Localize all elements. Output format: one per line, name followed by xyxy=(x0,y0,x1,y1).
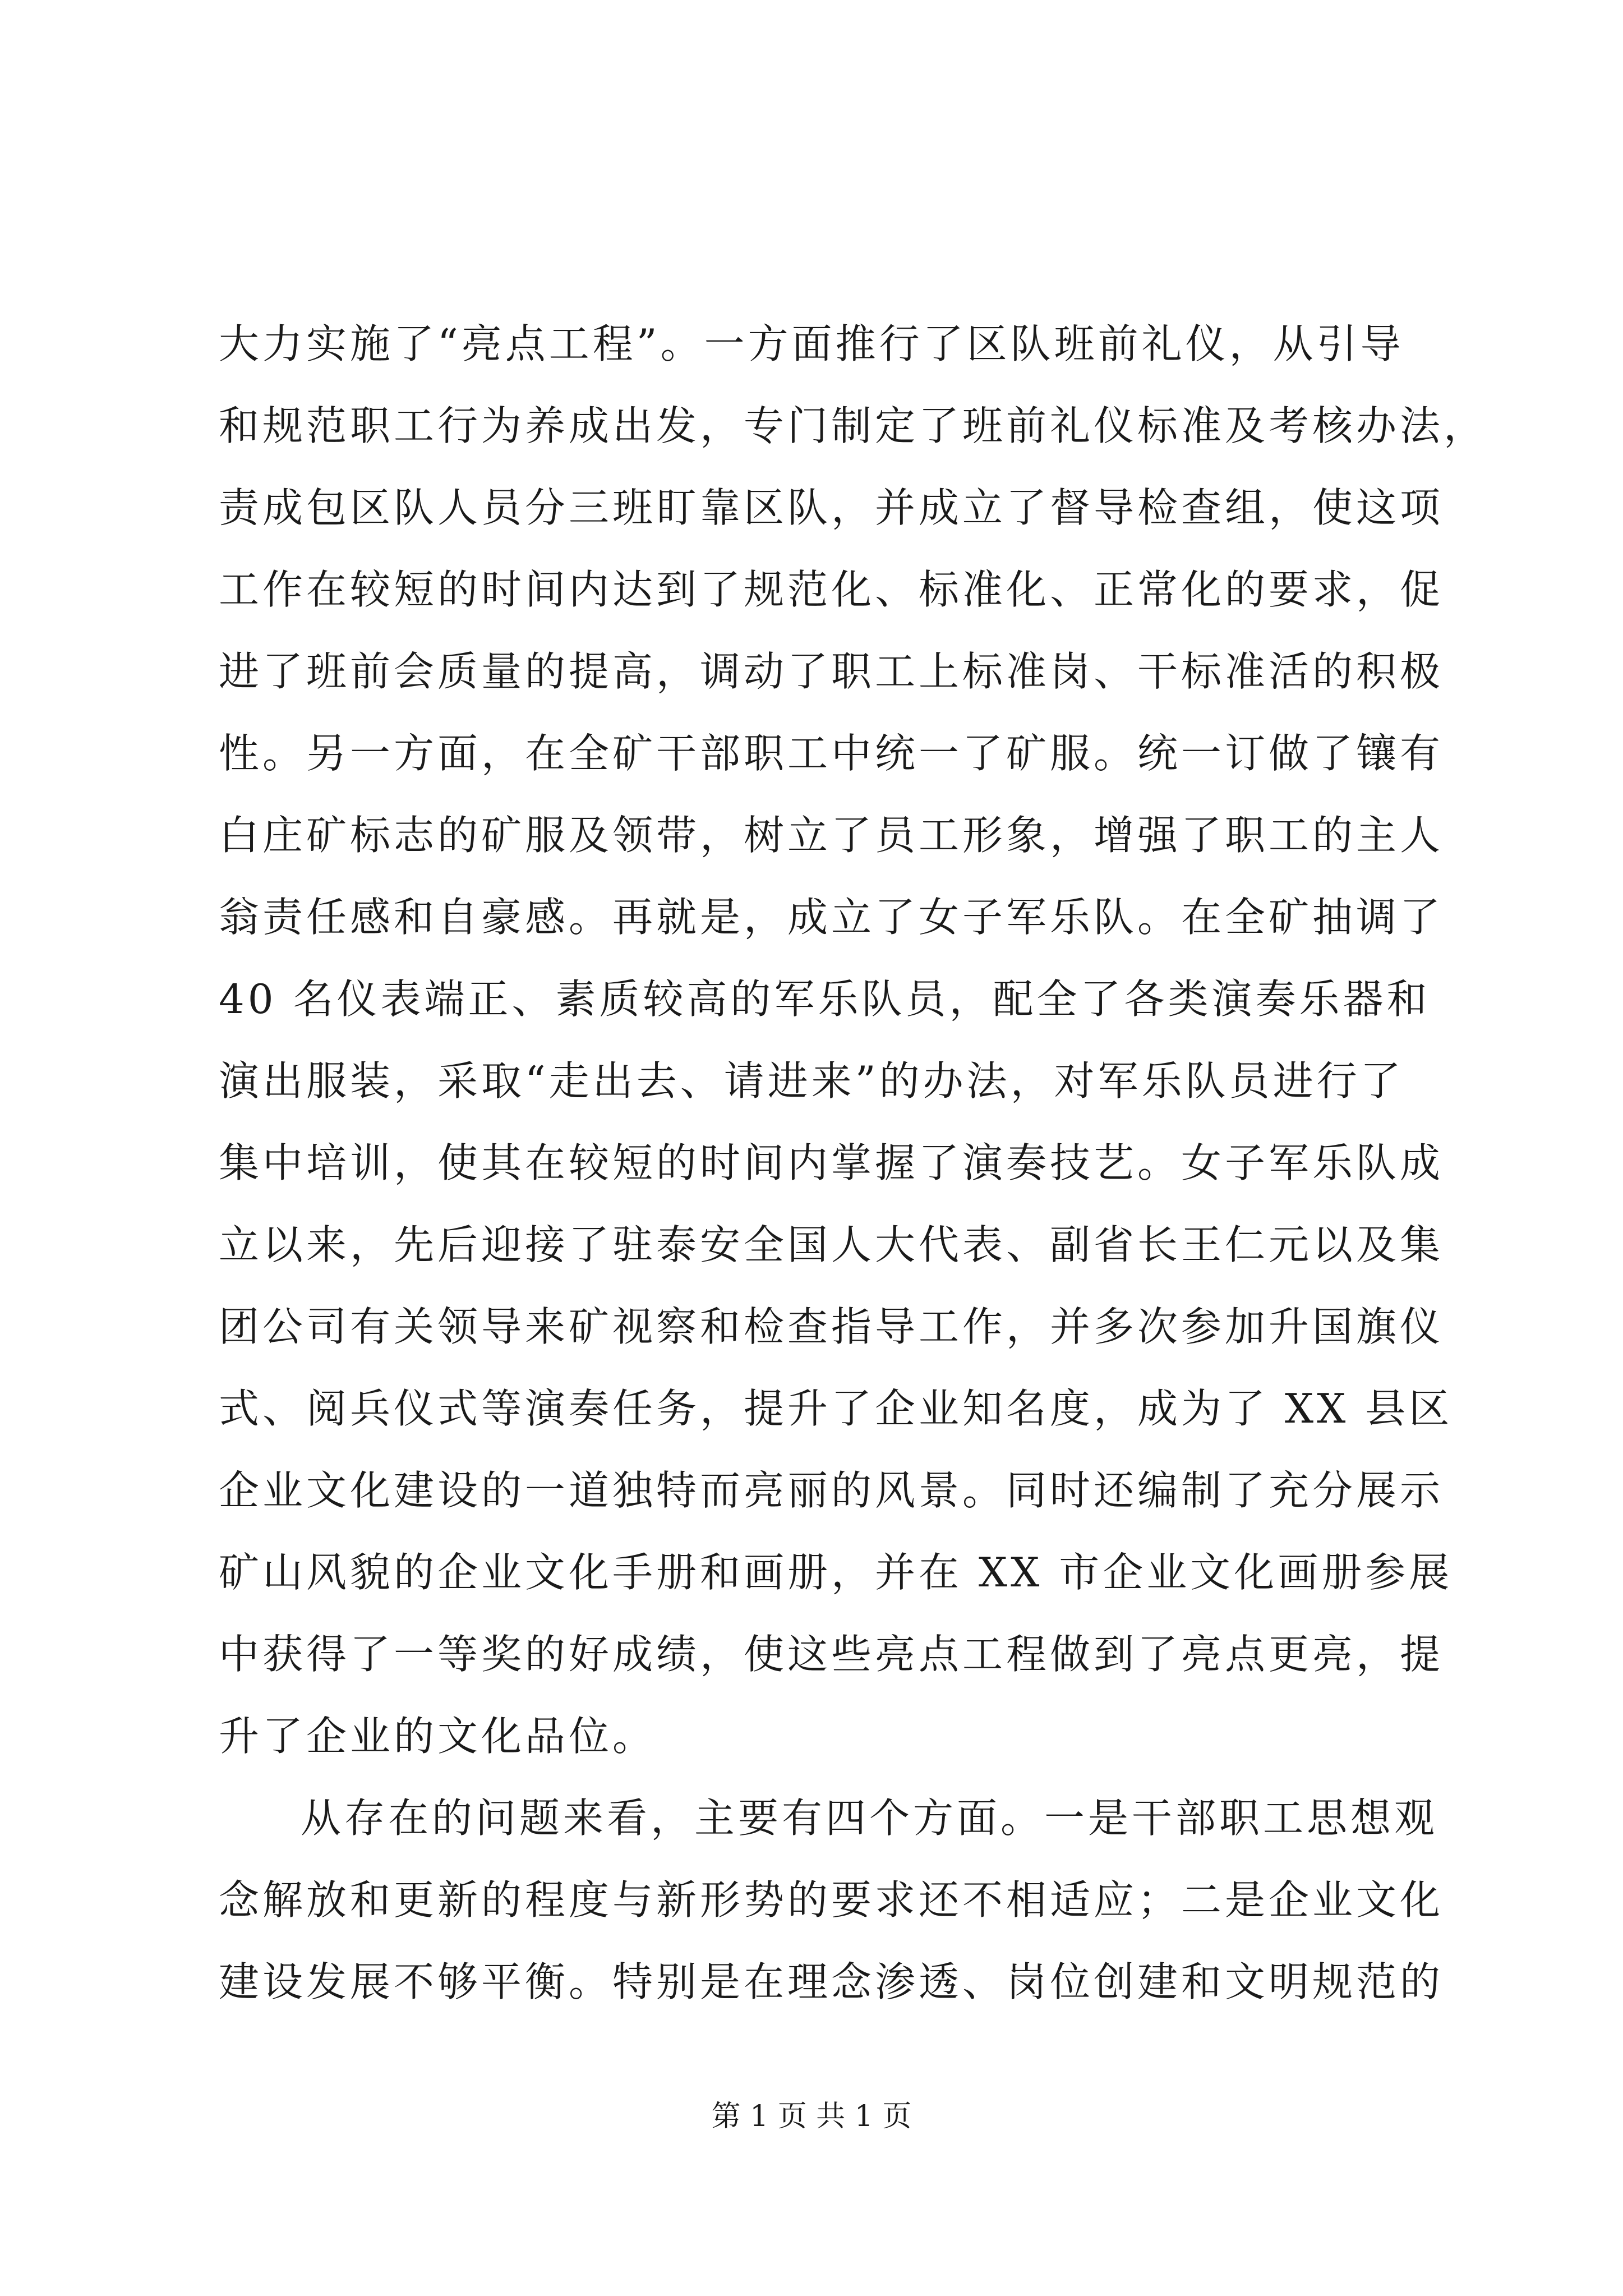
text-line: 白庄矿标志的矿服及领带，树立了员工形象，增强了职工的主人 xyxy=(219,812,1444,859)
text-line: 念解放和更新的程度与新形势的要求还不相适应；二是企业文化 xyxy=(219,1876,1444,1924)
text-line: 企业文化建设的一道独特而亮丽的风景。同时还编制了充分展示 xyxy=(219,1467,1444,1514)
text-line: 升了企业的文化品位。 xyxy=(219,1713,657,1760)
page-number-label: 第 1 页 共 1 页 xyxy=(711,2100,912,2133)
text-line: 40 名仪表端正、素质较高的军乐队员，配全了各类演奏乐器和 xyxy=(219,976,1431,1023)
text-line: 进了班前会质量的提高，调动了职工上标准岗、干标准活的积极 xyxy=(219,648,1444,695)
text-line: 集中培训，使其在较短的时间内掌握了演奏技艺。女子军乐队成 xyxy=(219,1139,1444,1186)
text-line: 团公司有关领导来矿视察和检查指导工作，并多次参加升国旗仪 xyxy=(219,1303,1444,1350)
text-line: 和规范职工行为养成出发，专门制定了班前礼仪标准及考核办法， xyxy=(219,402,1488,449)
text-line: 立以来，先后迎接了驻泰安全国人大代表、副省长王仁元以及集 xyxy=(219,1221,1444,1268)
text-line: 大力实施了“亮点工程”。一方面推行了区队班前礼仪，从引导 xyxy=(219,320,1404,367)
text-line: 责成包区队人员分三班盯靠区队，并成立了督导检查组，使这项 xyxy=(219,484,1444,531)
text-line: 性。另一方面，在全矿干部职工中统一了矿服。统一订做了镶有 xyxy=(219,730,1444,777)
paragraph-start-line: 从存在的问题来看，主要有四个方面。一是干部职工思想观 xyxy=(301,1795,1438,1842)
document-body xyxy=(219,303,1488,2023)
text-line: 翁责任感和自豪感。再就是，成立了女子军乐队。在全矿抽调了 xyxy=(219,894,1444,941)
text-line: 中获得了一等奖的好成绩，使这些亮点工程做到了亮点更亮，提 xyxy=(219,1631,1444,1678)
text-line: 建设发展不够平衡。特别是在理念渗透、岗位创建和文明规范的 xyxy=(219,1958,1444,2005)
text-line: 式、阅兵仪式等演奏任务，提升了企业知名度，成为了 XX 县区 xyxy=(219,1385,1453,1432)
text-line: 矿山风貌的企业文化手册和画册，并在 XX 市企业文化画册参展 xyxy=(219,1549,1453,1596)
text-line: 演出服装，采取“走出去、请进来”的办法，对军乐队员进行了 xyxy=(219,1057,1404,1105)
text-line: 工作在较短的时间内达到了规范化、标准化、正常化的要求，促 xyxy=(219,566,1444,613)
page-footer xyxy=(0,2092,1623,2134)
